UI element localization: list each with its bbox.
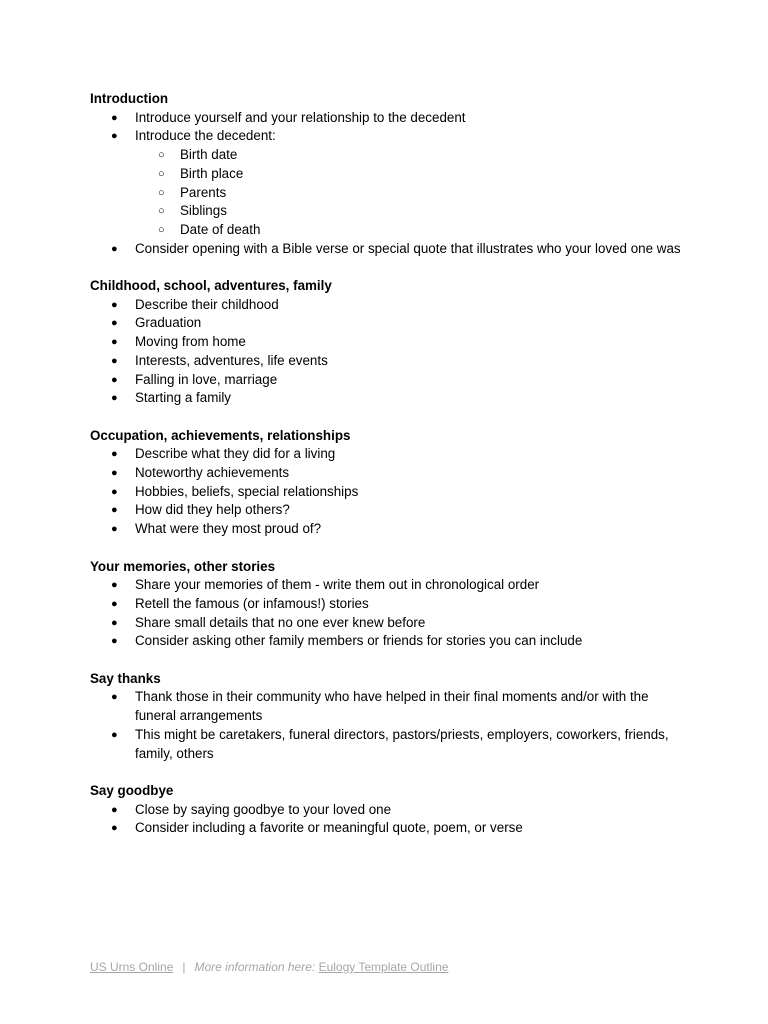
eulogy-outline-link[interactable]: Eulogy Template Outline bbox=[318, 960, 449, 974]
list-item bbox=[90, 576, 690, 595]
bullet-icon: ● bbox=[111, 448, 118, 461]
list-item-text: What were they most proud of? bbox=[135, 521, 322, 537]
list-item bbox=[90, 520, 690, 539]
section bbox=[90, 558, 690, 652]
sub-list-item-text: Parents bbox=[180, 184, 227, 200]
bullet-icon: ● bbox=[111, 298, 118, 311]
list-item bbox=[90, 371, 690, 390]
hollow-bullet-icon: ○ bbox=[158, 186, 165, 199]
bullet-icon: ● bbox=[111, 691, 118, 704]
sub-bullet-list bbox=[135, 146, 690, 240]
list-item bbox=[90, 127, 690, 239]
list-item bbox=[90, 726, 690, 763]
list-item-text: Interests, adventures, life events bbox=[135, 352, 328, 368]
sub-list-item-text: Birth date bbox=[180, 147, 238, 163]
list-item bbox=[90, 464, 690, 483]
bullet-list bbox=[90, 801, 690, 838]
bullet-icon: ● bbox=[111, 803, 118, 816]
bullet-icon: ● bbox=[111, 523, 118, 536]
bullet-list bbox=[90, 109, 690, 259]
list-item-text: Share small details that no one ever knew before bbox=[135, 614, 426, 630]
list-item-text: Consider including a favorite or meaningful quote, poem, or verse bbox=[135, 820, 523, 836]
bullet-list bbox=[90, 445, 690, 539]
section bbox=[90, 782, 690, 838]
list-item bbox=[90, 501, 690, 520]
list-item bbox=[90, 109, 690, 128]
list-item bbox=[90, 445, 690, 464]
section-heading: Introduction bbox=[90, 91, 169, 106]
bullet-icon: ● bbox=[111, 728, 118, 741]
footer-info-prefix: More information here: bbox=[194, 960, 316, 974]
hollow-bullet-icon: ○ bbox=[158, 167, 165, 180]
list-item bbox=[90, 314, 690, 333]
bullet-icon: ● bbox=[111, 354, 118, 367]
list-item-text: This might be caretakers, funeral directors, pastors/priests, employers, coworkers, friends, family, others bbox=[135, 726, 669, 761]
list-item-text: Moving from home bbox=[135, 334, 246, 350]
list-item bbox=[90, 688, 690, 725]
bullet-icon: ● bbox=[111, 373, 118, 386]
bullet-list bbox=[90, 576, 690, 651]
bullet-icon: ● bbox=[111, 336, 118, 349]
list-item-text: Retell the famous (or infamous!) stories bbox=[135, 595, 369, 611]
list-item-text: Graduation bbox=[135, 315, 202, 331]
bullet-icon: ● bbox=[111, 635, 118, 648]
hollow-bullet-icon: ○ bbox=[158, 149, 165, 162]
list-item bbox=[90, 801, 690, 820]
footer-separator: | bbox=[182, 960, 186, 974]
bullet-icon: ● bbox=[111, 242, 118, 255]
bullet-icon: ● bbox=[111, 597, 118, 610]
list-item-text: Noteworthy achievements bbox=[135, 465, 290, 481]
list-item-text: Starting a family bbox=[135, 390, 232, 406]
sub-list-item-text: Birth place bbox=[180, 165, 244, 181]
list-item-text: Close by saying goodbye to your loved one bbox=[135, 801, 392, 817]
section bbox=[90, 670, 690, 764]
bullet-list bbox=[90, 688, 690, 763]
list-item-text: Describe their childhood bbox=[135, 296, 279, 312]
bullet-icon: ● bbox=[111, 485, 118, 498]
list-item bbox=[90, 632, 690, 651]
hollow-bullet-icon: ○ bbox=[158, 205, 165, 218]
sub-list-item-text: Siblings bbox=[180, 203, 227, 219]
list-item-text: Describe what they did for a living bbox=[135, 446, 336, 462]
list-item-text: Hobbies, beliefs, special relationships bbox=[135, 483, 359, 499]
sub-list-item bbox=[135, 165, 690, 184]
list-item bbox=[90, 296, 690, 315]
site-link[interactable]: US Urns Online bbox=[90, 960, 174, 974]
section bbox=[90, 277, 690, 408]
list-item-text: Consider opening with a Bible verse or special quote that illustrates who your loved one was bbox=[135, 240, 681, 256]
sub-list-item bbox=[135, 221, 690, 240]
bullet-icon: ● bbox=[111, 616, 118, 629]
hollow-bullet-icon: ○ bbox=[158, 223, 165, 236]
list-item bbox=[90, 352, 690, 371]
section-heading: Childhood, school, adventures, family bbox=[90, 278, 332, 294]
bullet-list bbox=[90, 296, 690, 408]
bullet-icon: ● bbox=[111, 579, 118, 592]
list-item-text: How did they help others? bbox=[135, 502, 290, 518]
list-item bbox=[90, 333, 690, 352]
list-item bbox=[90, 595, 690, 614]
list-item-text: Introduce yourself and your relationship to the decedent bbox=[135, 109, 466, 125]
sub-list-item bbox=[135, 184, 690, 203]
list-item-text: Thank those in their community who have helped in their final moments and/or with the funeral arrangements bbox=[135, 689, 649, 724]
list-item bbox=[90, 614, 690, 633]
list-item-text: Introduce the decedent: bbox=[135, 128, 276, 144]
section-heading: Your memories, other stories bbox=[90, 558, 276, 574]
bullet-icon: ● bbox=[111, 317, 118, 330]
bullet-icon: ● bbox=[111, 822, 118, 835]
list-item bbox=[90, 483, 690, 502]
list-item-text: Share your memories of them - write them out in chronological order bbox=[135, 577, 540, 593]
bullet-icon: ● bbox=[111, 111, 118, 124]
list-item bbox=[90, 389, 690, 408]
sub-list-item bbox=[135, 146, 690, 165]
list-item-text: Consider asking other family members or friends for stories you can include bbox=[135, 633, 583, 649]
list-item-text: Falling in love, marriage bbox=[135, 371, 278, 387]
page-footer bbox=[90, 959, 448, 975]
bullet-icon: ● bbox=[111, 392, 118, 405]
bullet-icon: ● bbox=[111, 130, 118, 143]
sub-list-item-text: Date of death bbox=[180, 221, 261, 237]
list-item bbox=[90, 240, 690, 259]
section-heading: Say goodbye bbox=[90, 782, 174, 798]
section-heading: Occupation, achievements, relationships bbox=[90, 427, 351, 443]
section bbox=[90, 90, 690, 258]
eulogy-outline-document bbox=[90, 90, 690, 857]
list-item bbox=[90, 819, 690, 838]
bullet-icon: ● bbox=[111, 467, 118, 480]
bullet-icon: ● bbox=[111, 504, 118, 517]
section bbox=[90, 427, 690, 539]
section-heading: Say thanks bbox=[90, 670, 161, 686]
sub-list-item bbox=[135, 202, 690, 221]
